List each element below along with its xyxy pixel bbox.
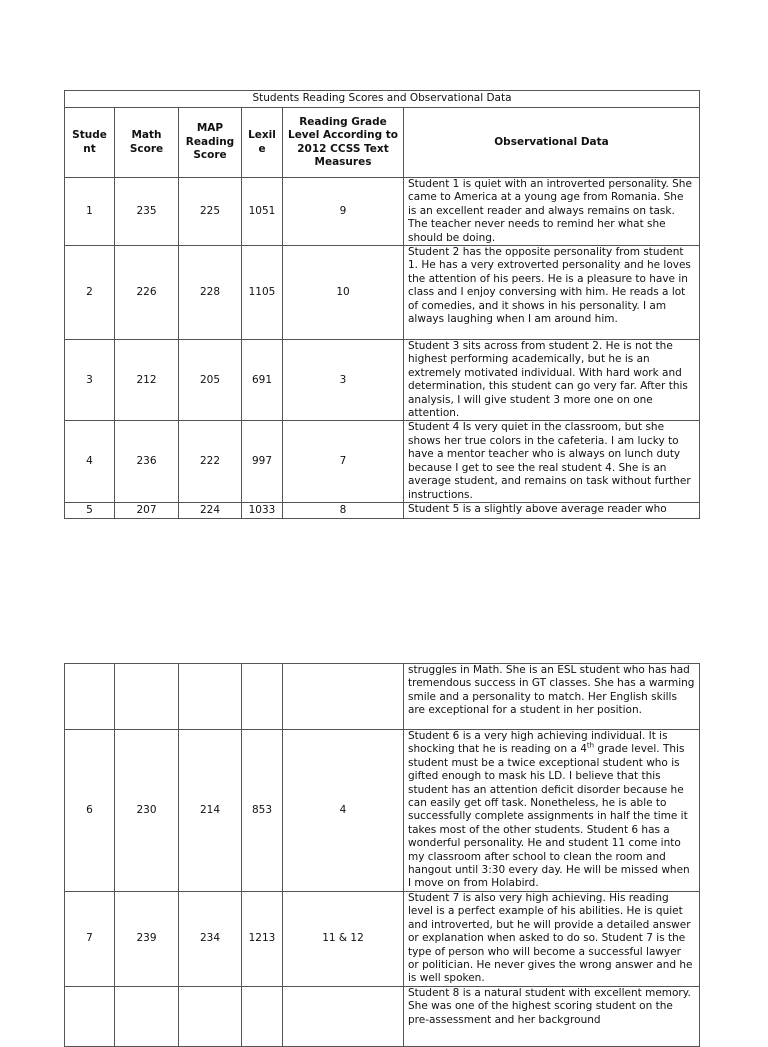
observation-cell: Student 6 is a very high achieving individual. It is shocking that he is reading on a 4th grade level. This student must be a twice exceptional student who is gifted enough to mask his LD. I believe that this student has an attention deficit disorder because he can easily get off task. Nonetheless, he is able to successfully complete assignments in half the time it takes most of the other students. Student 6 has a wonderful personality. He and student 11 come into my classroom after school to clean the room and hangout until 3:30 every day. He will be missed when I move on from Holabird. xyxy=(404,730,700,892)
scores-table-part-2 xyxy=(64,663,700,1047)
observation-cell: Student 2 has the opposite personality from student 1. He has a very extroverted personality and he loves the attention of his peers. He is a pleasure to have in class and I enjoy conversing with him. He reads a lot of comedies, and it shows in his personality. I am always laughing when I am around him. xyxy=(404,246,700,340)
math-cell: 236 xyxy=(115,421,179,502)
map-cell: 228 xyxy=(179,246,242,340)
lexile-cell: 1105 xyxy=(242,246,283,340)
lexile-cell: 691 xyxy=(242,340,283,421)
lexile-cell xyxy=(242,986,283,1046)
grade-cell: 10 xyxy=(283,246,404,340)
table-caption: Students Reading Scores and Observational Data xyxy=(65,91,700,108)
header-student: Stude nt xyxy=(65,108,115,178)
lexile-cell: 1213 xyxy=(242,891,283,986)
header-map-reading-score: MAP Reading Score xyxy=(179,108,242,178)
student-cell xyxy=(65,986,115,1046)
table-row xyxy=(65,340,700,421)
lexile-cell: 1051 xyxy=(242,178,283,246)
lexile-cell: 1033 xyxy=(242,502,283,518)
observation-cell: Student 5 is a slightly above average reader who xyxy=(404,502,700,518)
table-row xyxy=(65,730,700,892)
table-row xyxy=(65,178,700,246)
map-cell: 234 xyxy=(179,891,242,986)
table-row xyxy=(65,246,700,340)
grade-cell: 4 xyxy=(283,730,404,892)
map-cell xyxy=(179,986,242,1046)
grade-cell: 8 xyxy=(283,502,404,518)
table-row xyxy=(65,502,700,518)
grade-cell xyxy=(283,986,404,1046)
math-cell: 235 xyxy=(115,178,179,246)
map-cell: 205 xyxy=(179,340,242,421)
math-cell: 230 xyxy=(115,730,179,892)
map-cell: 222 xyxy=(179,421,242,502)
scores-table-part-1 xyxy=(64,90,700,519)
observation-cell: struggles in Math. She is an ESL student who has had tremendous success in GT classes. She has a warming smile and a personality to match. Her English skills are exceptional for a student in her position. xyxy=(404,664,700,730)
observation-cell: Student 7 is also very high achieving. His reading level is a perfect example of his abilities. He is quiet and introverted, but he will provide a detailed answer or explanation when asked to do so. Student 7 is the type of person who will become a successful lawyer or politician. He never gives the wrong answer and he is well spoken. xyxy=(404,891,700,986)
student-cell: 3 xyxy=(65,340,115,421)
observation-cell: Student 1 is quiet with an introverted personality. She came to America at a young age from Romania. She is an excellent reader and always remains on task. The teacher never needs to remind her what she should be doing. xyxy=(404,178,700,246)
table-row xyxy=(65,421,700,502)
grade-cell: 3 xyxy=(283,340,404,421)
math-cell xyxy=(115,986,179,1046)
math-cell: 239 xyxy=(115,891,179,986)
table-row-continued xyxy=(65,664,700,730)
grade-cell: 7 xyxy=(283,421,404,502)
student-cell: 5 xyxy=(65,502,115,518)
header-lexile: Lexil e xyxy=(242,108,283,178)
grade-cell: 9 xyxy=(283,178,404,246)
lexile-cell: 853 xyxy=(242,730,283,892)
map-cell: 214 xyxy=(179,730,242,892)
map-cell: 225 xyxy=(179,178,242,246)
table-row xyxy=(65,986,700,1046)
math-cell: 207 xyxy=(115,502,179,518)
student-cell: 7 xyxy=(65,891,115,986)
table-row xyxy=(65,891,700,986)
map-cell: 224 xyxy=(179,502,242,518)
observation-cell: Student 4 Is very quiet in the classroom, but she shows her true colors in the cafeteria. I am lucky to have a mentor teacher who is always on lunch duty because I get to see the real student 4. She is an average student, and remains on task without further instructions. xyxy=(404,421,700,502)
student-cell: 1 xyxy=(65,178,115,246)
header-row xyxy=(65,108,700,178)
grade-cell: 11 & 12 xyxy=(283,891,404,986)
observation-cell: Student 8 is a natural student with excellent memory. She was one of the highest scoring student on the pre-assessment and her background xyxy=(404,986,700,1046)
header-observational-data: Observational Data xyxy=(404,108,700,178)
observation-cell: Student 3 sits across from student 2. He is not the highest performing academically, but he is an extremely motivated individual. With hard work and determination, this student can go very far. After this analysis, I will give student 3 more one on one attention. xyxy=(404,340,700,421)
student-cell: 6 xyxy=(65,730,115,892)
header-reading-grade-level: Reading Grade Level According to 2012 CCSS Text Measures xyxy=(283,108,404,178)
student-cell: 4 xyxy=(65,421,115,502)
math-cell: 226 xyxy=(115,246,179,340)
student-cell: 2 xyxy=(65,246,115,340)
math-cell: 212 xyxy=(115,340,179,421)
header-math-score: Math Score xyxy=(115,108,179,178)
lexile-cell: 997 xyxy=(242,421,283,502)
